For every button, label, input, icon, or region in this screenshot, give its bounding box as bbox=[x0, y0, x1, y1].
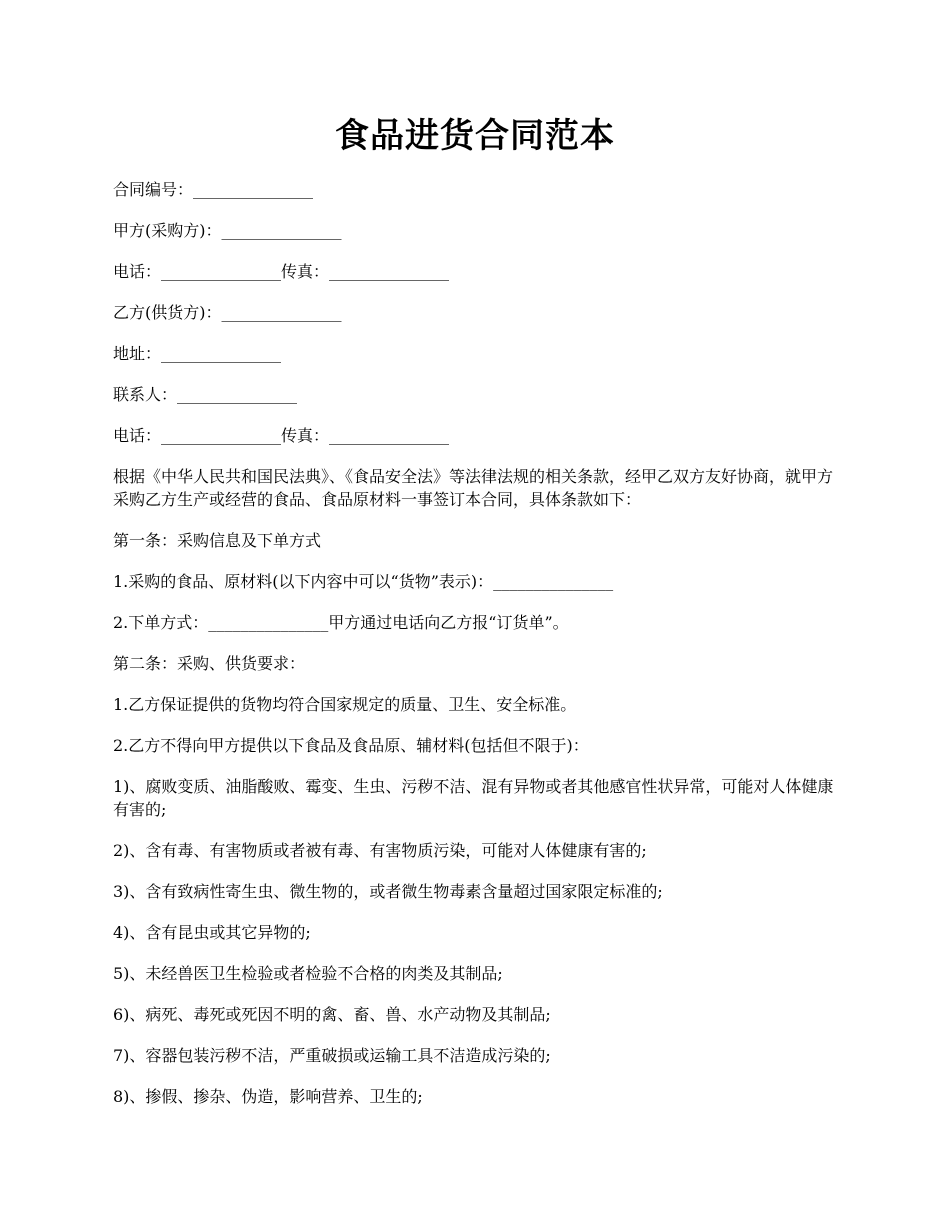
article-1-item: 2.下单方式：_______________甲方通过电话向乙方报“订货单”。 bbox=[113, 613, 569, 632]
article-1-item: 1.采购的食品、原材料(以下内容中可以“货物”表示)：_______________ bbox=[113, 572, 614, 591]
document-title: 食品进货合同范本 bbox=[335, 116, 615, 156]
party-a-field: 甲方(采购方)：_______________ bbox=[113, 221, 342, 240]
contact-person-field: 联系人：_______________ bbox=[113, 385, 298, 404]
article-2-item: 2.乙方不得向甲方提供以下食品及食品原、辅材料(包括但不限于)： bbox=[113, 736, 589, 755]
prohibited-item: 4)、含有昆虫或其它异物的; bbox=[113, 923, 311, 942]
article-2-item: 1.乙方保证提供的货物均符合国家规定的质量、卫生、安全标准。 bbox=[113, 695, 577, 714]
contract-number-field: 合同编号：_______________ bbox=[113, 180, 314, 199]
party-b-phone-fax-field: 电话：_______________传真：_______________ bbox=[113, 426, 450, 445]
article-2-heading: 第二条：采购、供货要求： bbox=[113, 654, 306, 673]
prohibited-item: 7)、容器包装污秽不洁，严重破损或运输工具不洁造成污染的; bbox=[113, 1046, 551, 1065]
document-body bbox=[113, 178, 843, 1126]
party-a-phone-fax-field: 电话：_______________传真：_______________ bbox=[113, 262, 450, 281]
prohibited-item: 6)、病死、毒死或死因不明的禽、畜、兽、水产动物及其制品; bbox=[113, 1005, 551, 1024]
article-1-heading: 第一条：采购信息及下单方式 bbox=[113, 531, 322, 550]
prohibited-item: 1)、腐败变质、油脂酸败、霉变、生虫、污秽不洁、混有异物或者其他感官性状异常，可能对人体健康有害的; bbox=[113, 777, 834, 819]
prohibited-item: 8)、掺假、掺杂、伪造，影响营养、卫生的; bbox=[113, 1087, 423, 1106]
prohibited-item: 5)、未经兽医卫生检验或者检验不合格的肉类及其制品; bbox=[113, 964, 503, 983]
intro-paragraph: 根据《中华人民共和国民法典》、《食品安全法》等法律法规的相关条款，经甲乙双方友好协商，就甲方采购乙方生产或经营的食品、食品原材料一事签订本合同，具体条款如下： bbox=[113, 467, 834, 509]
prohibited-item: 3)、含有致病性寄生虫、微生物的，或者微生物毒素含量超过国家限定标准的; bbox=[113, 882, 663, 901]
address-field: 地址：_______________ bbox=[113, 344, 282, 363]
prohibited-item: 2)、含有毒、有害物质或者被有毒、有害物质污染，可能对人体健康有害的; bbox=[113, 841, 647, 860]
party-b-field: 乙方(供货方)：_______________ bbox=[113, 303, 342, 322]
